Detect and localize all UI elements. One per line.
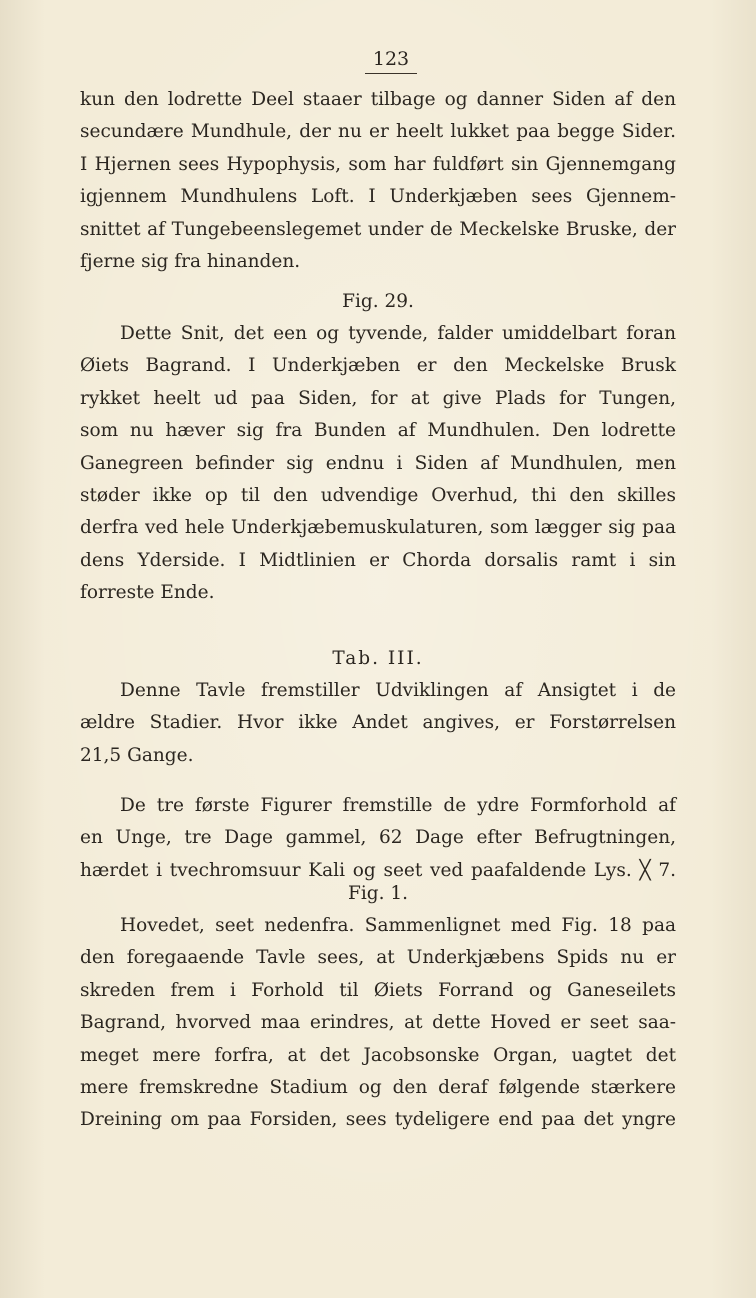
text-line: 21,5 Gange. <box>80 744 194 766</box>
text-line: I Hjernen sees Hypophysis, som har fuldført sin Gjennemgang <box>80 153 676 175</box>
text-line: Denne Tavle fremstiller Udviklingen af Ansigtet i de <box>120 680 676 701</box>
text-line: en Unge, tre Dage gammel, 62 Dage efter Befrugtningen, <box>80 827 676 849</box>
text-line: Hovedet, seet nedenfra. Sammenlignet med Fig. 18 paa <box>120 915 676 936</box>
paragraph-1 <box>80 84 676 278</box>
text-line: fjerne sig fra hinanden. <box>80 250 301 272</box>
paragraph-4 <box>80 790 676 887</box>
fig-1-heading: Fig. 1. <box>347 883 408 904</box>
text-line: den foregaaende Tavle sees, at Underkjæbens Spids nu er <box>80 947 676 969</box>
text-line: Bagrand, hvorved maa erindres, at dette Hoved er seet saa- <box>80 1012 676 1034</box>
text-line: dens Yderside. I Midtlinien er Chorda dorsalis ramt i sin <box>80 549 676 571</box>
text-line: Dreining om paa Forsiden, sees tydeligere end paa det yngre <box>80 1109 676 1131</box>
text-line: mere fremskredne Stadium og den deraf følgende stærkere <box>80 1076 676 1098</box>
text-line: rykket heelt ud paa Siden, for at give Plads for Tungen, <box>80 387 676 409</box>
text-line: Øiets Bagrand. I Underkjæben er den Meckelske Brusk <box>80 355 676 377</box>
paragraph-2 <box>80 318 676 610</box>
paragraph-5 <box>80 910 676 1137</box>
paragraph-3 <box>80 675 676 772</box>
text-line: secundære Mundhule, der nu er heelt lukket paa begge Sider. <box>80 121 676 143</box>
fig-29-heading: Fig. 29. <box>342 291 414 312</box>
text-line: meget mere forfra, at det Jacobsonske Organ, uagtet det <box>80 1044 676 1066</box>
text-line: som nu hæver sig fra Bunden af Mundhulen. Den lodrette <box>80 420 676 442</box>
text-line: skreden frem i Forhold til Øiets Forrand og Ganeseilets <box>80 979 676 1001</box>
page-number: 123 <box>0 48 756 74</box>
text-line: De tre første Figurer fremstille de ydre Formforhold af <box>120 795 676 816</box>
text-line: ældre Stadier. Hvor ikke Andet angives, er Forstørrelsen <box>80 712 676 734</box>
text-line: igjennem Mundhulens Loft. I Underkjæben sees Gjennem- <box>80 186 676 208</box>
text-line: snittet af Tungebeenslegemet under de Meckelske Bruske, der <box>80 218 676 240</box>
text-line: Ganegreen befinder sig endnu i Siden af Mundhulen, men <box>80 452 676 474</box>
text-line: Dette Snit, det een og tyvende, falder umiddelbart foran <box>120 323 676 344</box>
text-line: kun den lodrette Deel staaer tilbage og danner Siden af den <box>80 89 676 110</box>
text-line: derfra ved hele Underkjæbemuskulaturen, som lægger sig paa <box>80 517 676 539</box>
text-line: forreste Ende. <box>80 582 215 604</box>
text-line: støder ikke op til den udvendige Overhud, thi den skilles <box>80 484 676 506</box>
tab-iii-heading: Tab. III. <box>332 648 424 669</box>
text-line: hærdet i tvechromsuur Kali og seet ved paafaldende Lys. ╳ 7. <box>80 859 676 881</box>
